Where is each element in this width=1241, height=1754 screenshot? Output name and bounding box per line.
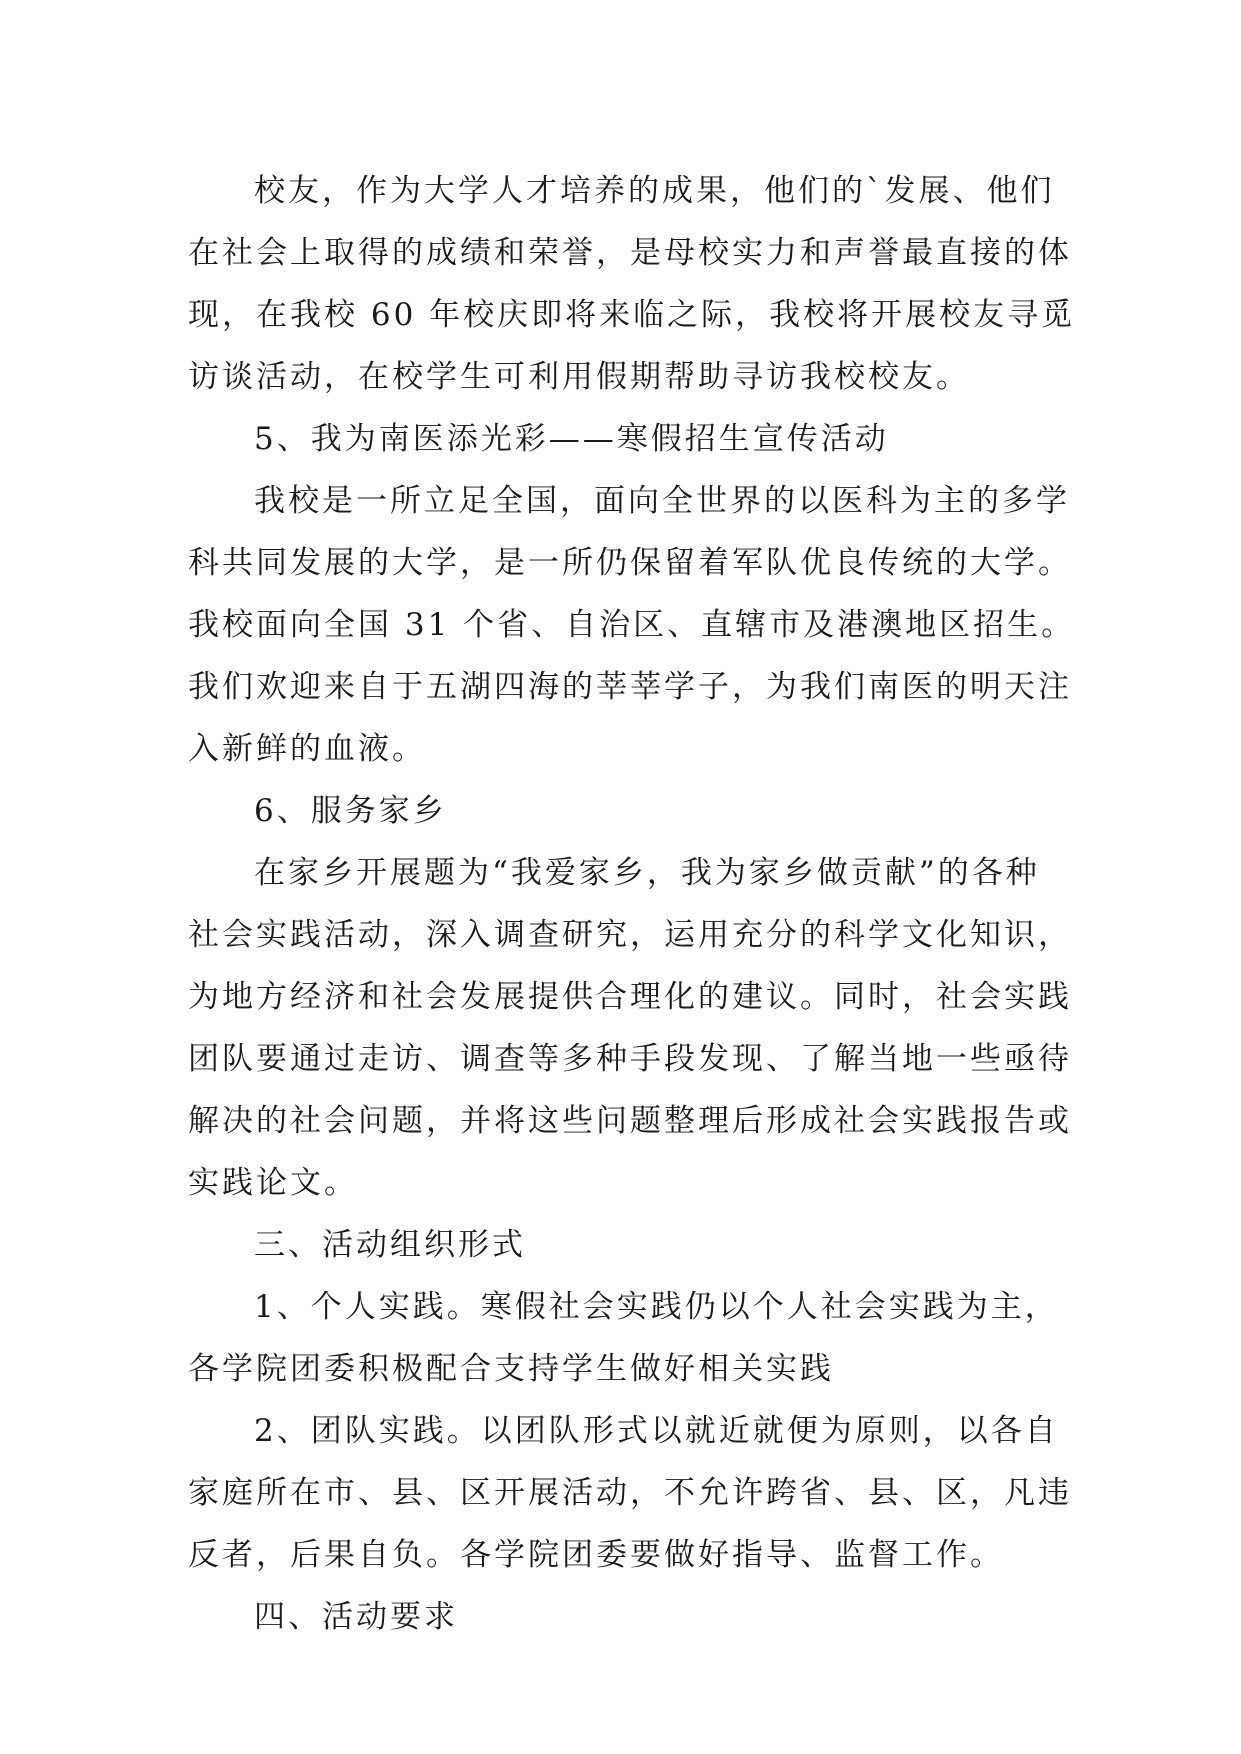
text-line: 实践论文。	[188, 1165, 358, 1201]
text-line: 解决的社会问题，并将这些问题整理后形成社会实践报告或	[188, 1103, 1072, 1139]
section-heading-three: 三、活动组织形式	[254, 1227, 526, 1263]
text-line: 我校是一所立足全国，面向全世界的以医科为主的多学	[254, 483, 1070, 519]
text-line: 现，在我校 60 年校庆即将来临之际，我校将开展校友寻觅	[188, 297, 1076, 333]
text-line: 为地方经济和社会发展提供合理化的建议。同时，社会实践	[188, 979, 1072, 1015]
text-line: 2、团队实践。以团队形式以就近就便为原则，以各自	[254, 1413, 1059, 1449]
text-line: 社会实践活动，深入调查研究，运用充分的科学文化知识，	[188, 917, 1072, 953]
section-heading-6: 6、服务家乡	[254, 793, 447, 829]
text-line: 在家乡开展题为“我爱家乡，我为家乡做贡献”的各种	[254, 855, 1040, 891]
text-line: 科共同发展的大学，是一所仍保留着军队优良传统的大学。	[188, 545, 1072, 581]
text-line: 访谈活动，在校学生可利用假期帮助寻访我校校友。	[188, 359, 970, 395]
text-line: 1、个人实践。寒假社会实践仍以个人社会实践为主，	[254, 1289, 1059, 1325]
section-heading-5: 5、我为南医添光彩——寒假招生宣传活动	[254, 421, 889, 457]
text-line: 团队要通过走访、调查等多种手段发现、了解当地一些亟待	[188, 1041, 1072, 1077]
text-line: 入新鲜的血液。	[188, 731, 426, 767]
text-line: 家庭所在市、县、区开展活动，不允许跨省、县、区，凡违	[188, 1475, 1072, 1511]
text-line: 反者，后果自负。各学院团委要做好指导、监督工作。	[188, 1537, 1004, 1573]
text-line: 我校面向全国 31 个省、自治区、直辖市及港澳地区招生。	[188, 607, 1076, 643]
text-line: 各学院团委积极配合支持学生做好相关实践	[188, 1351, 834, 1387]
document-body	[188, 160, 1076, 1648]
text-line: 在社会上取得的成绩和荣誉，是母校实力和声誉最直接的体	[188, 235, 1072, 271]
text-line: 校友，作为大学人才培养的成果，他们的`发展、他们	[254, 173, 1055, 209]
section-heading-four: 四、活动要求	[254, 1599, 458, 1635]
text-line: 我们欢迎来自于五湖四海的莘莘学子，为我们南医的明天注	[188, 669, 1072, 705]
